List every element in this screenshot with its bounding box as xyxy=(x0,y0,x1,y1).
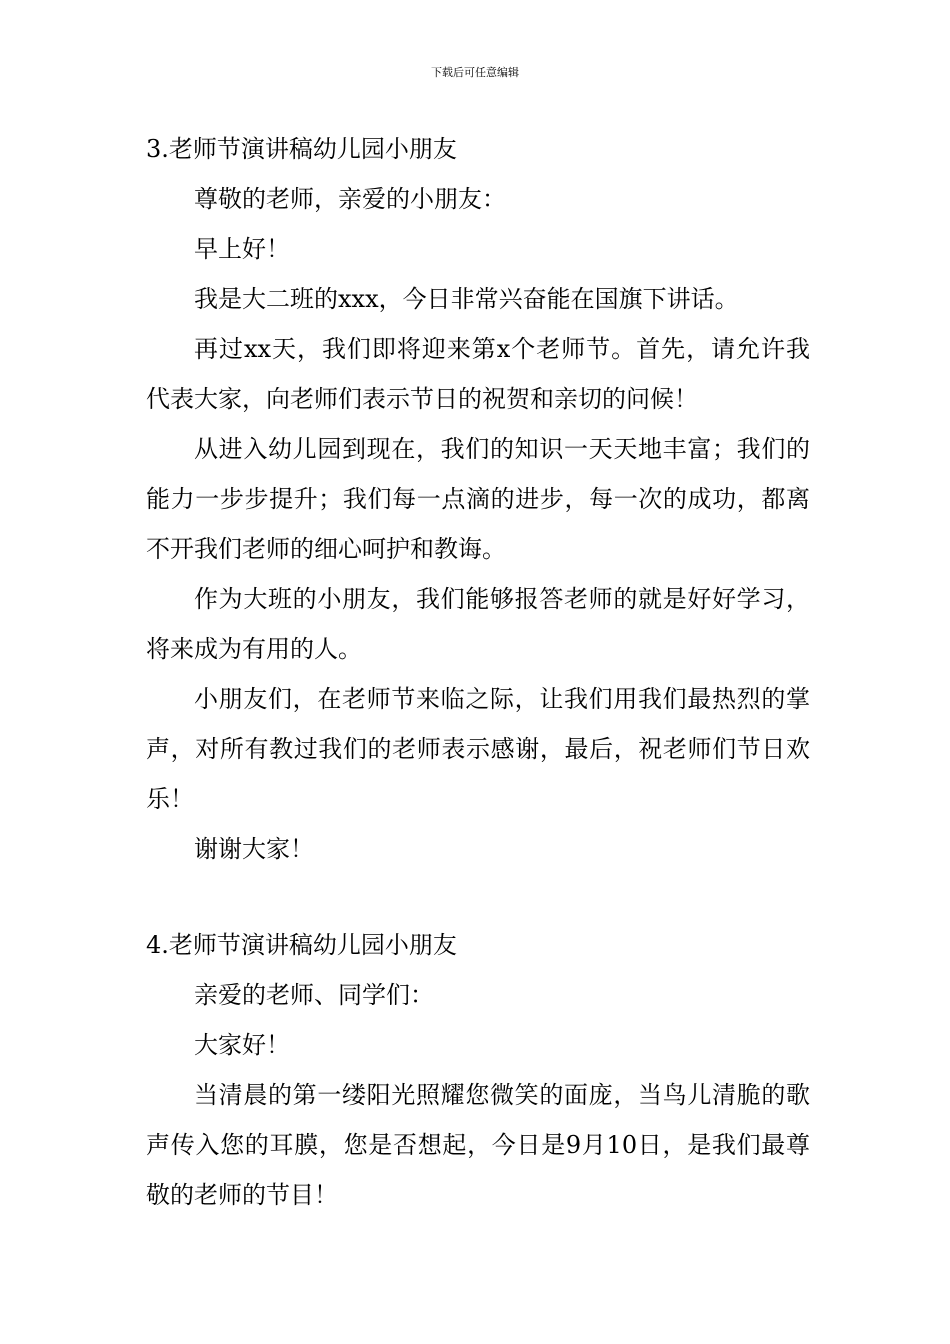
speech-section-3 xyxy=(146,124,810,874)
paragraph-repay: 作为大班的小朋友，我们能够报答老师的就是好好学习，将来成为有用的人。 xyxy=(146,585,810,663)
paragraph-thanks: 谢谢大家！ xyxy=(194,835,314,863)
document-body xyxy=(146,124,810,1220)
section-title: 4.老师节演讲稿幼儿园小朋友 xyxy=(146,931,457,959)
paragraph-good-morning: 早上好！ xyxy=(194,235,290,263)
paragraph-intro: 我是大二班的xxx，今日非常兴奋能在国旗下讲话。 xyxy=(194,285,739,313)
section-title: 3.老师节演讲稿幼儿园小朋友 xyxy=(146,135,457,163)
paragraph-teachers-day: 再过xx天，我们即将迎来第x个老师节。首先，请允许我代表大家，向老师们表示节日的祝贺和亲切的问候！ xyxy=(146,335,810,413)
speech-section-4 xyxy=(146,920,810,1220)
paragraph-applause: 小朋友们，在老师节来临之际，让我们用我们最热烈的掌声，对所有教过我们的老师表示感谢，最后，祝老师们节日欢乐！ xyxy=(146,685,810,813)
paragraph-morning-sunlight: 当清晨的第一缕阳光照耀您微笑的面庞，当鸟儿清脆的歌声传入您的耳膜，您是否想起，今日是9月10日，是我们最尊敬的老师的节目！ xyxy=(146,1081,810,1209)
paragraph-growth: 从进入幼儿园到现在，我们的知识一天天地丰富；我们的能力一步步提升；我们每一点滴的进步，每一次的成功，都离不开我们老师的细心呵护和教诲。 xyxy=(146,435,810,563)
page-header-note: 下载后可任意编辑 xyxy=(431,66,519,79)
paragraph-hello: 大家好！ xyxy=(194,1031,290,1059)
paragraph-greeting: 尊敬的老师，亲爱的小朋友： xyxy=(194,185,506,213)
paragraph-greeting: 亲爱的老师、同学们： xyxy=(194,981,434,1009)
